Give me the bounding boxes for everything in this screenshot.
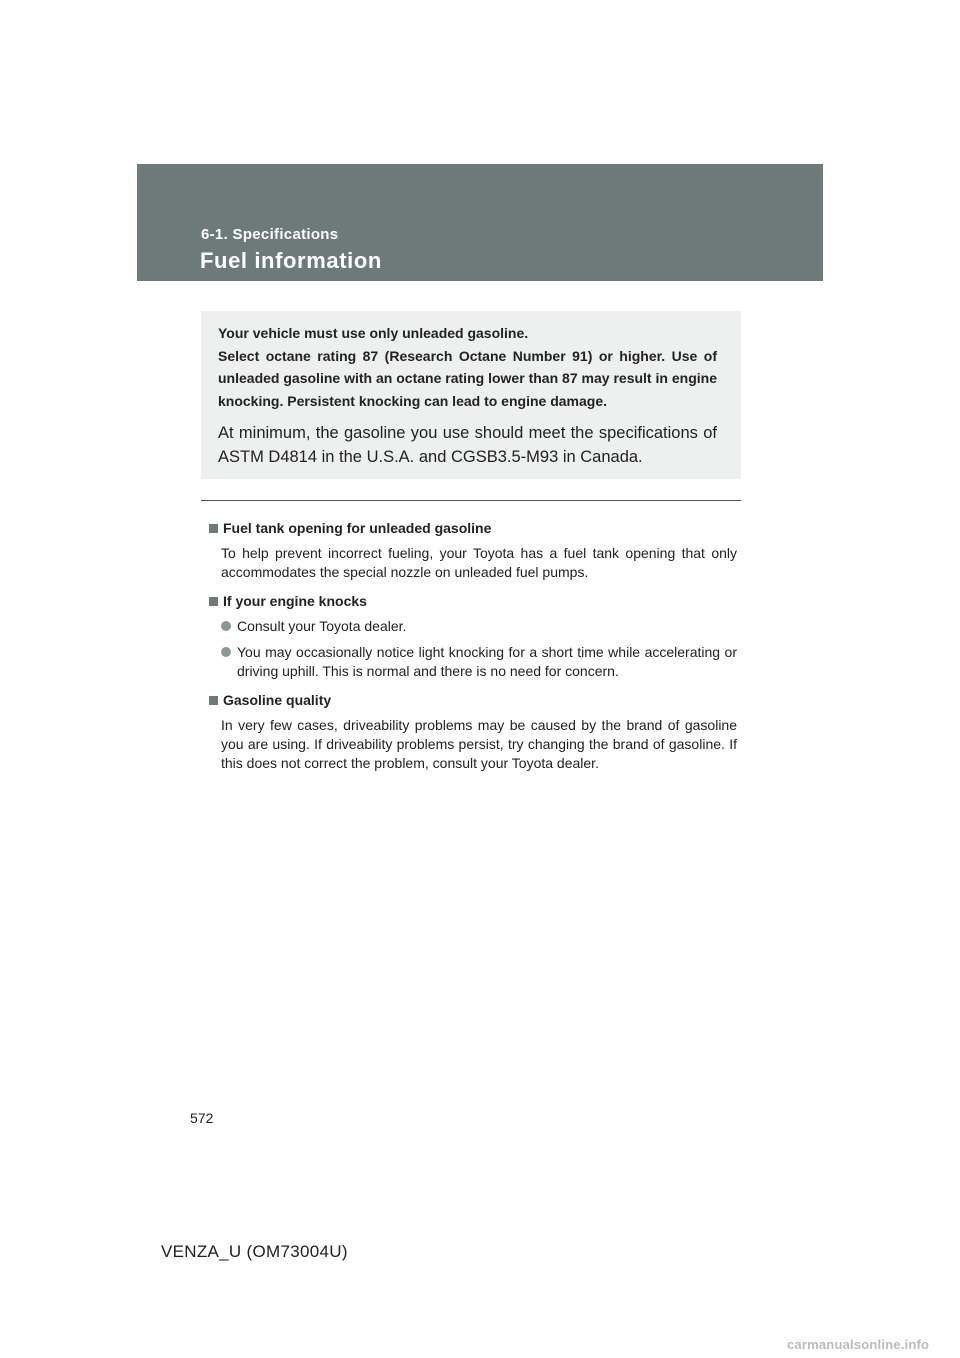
info-bold-line-2: Select octane rating 87 (Research Octane Number 91) or higher. Use of unleaded gasoline with an octane rating lower than 87 may result in engine knocking. Persistent knocking can lead to engine damage.: [218, 347, 717, 409]
info-normal-text: At minimum, the gasoline you use should meet the specifications of ASTM D4814 in the U.S.A. and CGSB3.5-M93 in Canada.: [218, 424, 717, 466]
section-label: 6-1. Specifications: [201, 226, 339, 243]
bullet-text: You may occasionally notice light knocking for a short time while accelerating or driving uphill. This is normal and there is no need for concern.: [237, 644, 737, 679]
square-bullet-icon: [209, 696, 218, 705]
topic-paragraph: In very few cases, driveability problems may be caused by the brand of gasoline you are using. If driveability problems persist, try changing the brand of gasoline. If this does not correct the problem, consult your Toyota dealer.: [221, 717, 737, 771]
bullet-item: [221, 617, 737, 636]
square-bullet-icon: [209, 597, 218, 606]
square-bullet-icon: [209, 524, 218, 533]
page-title: Fuel information: [200, 248, 382, 273]
section-divider: [201, 500, 741, 501]
info-bold-line-1: Your vehicle must use only unleaded gasoline.: [218, 325, 529, 341]
topic-heading: [209, 592, 737, 611]
page-number: 572: [190, 1110, 214, 1126]
bullet-text: Consult your Toyota dealer.: [237, 618, 407, 634]
topic-heading: [209, 691, 737, 710]
topic-paragraph: To help prevent incorrect fueling, your Toyota has a fuel tank opening that only accommodates the special nozzle on unleaded fuel pumps.: [221, 545, 737, 580]
topic-heading-label: Fuel tank opening for unleaded gasoline: [223, 520, 492, 536]
circle-bullet-icon: [221, 621, 231, 631]
header-band: [137, 164, 823, 281]
circle-bullet-icon: [221, 647, 231, 657]
info-box: [201, 311, 741, 479]
watermark: carmanualsonline.info: [787, 1337, 930, 1352]
body-text: [209, 519, 737, 783]
bullet-item: [221, 643, 737, 681]
topic-heading: [209, 519, 737, 538]
info-bold-text: [218, 322, 717, 412]
topic-heading-label: If your engine knocks: [223, 593, 367, 609]
footer-document-id: VENZA_U (OM73004U): [161, 1242, 348, 1261]
topic-heading-label: Gasoline quality: [223, 692, 332, 708]
